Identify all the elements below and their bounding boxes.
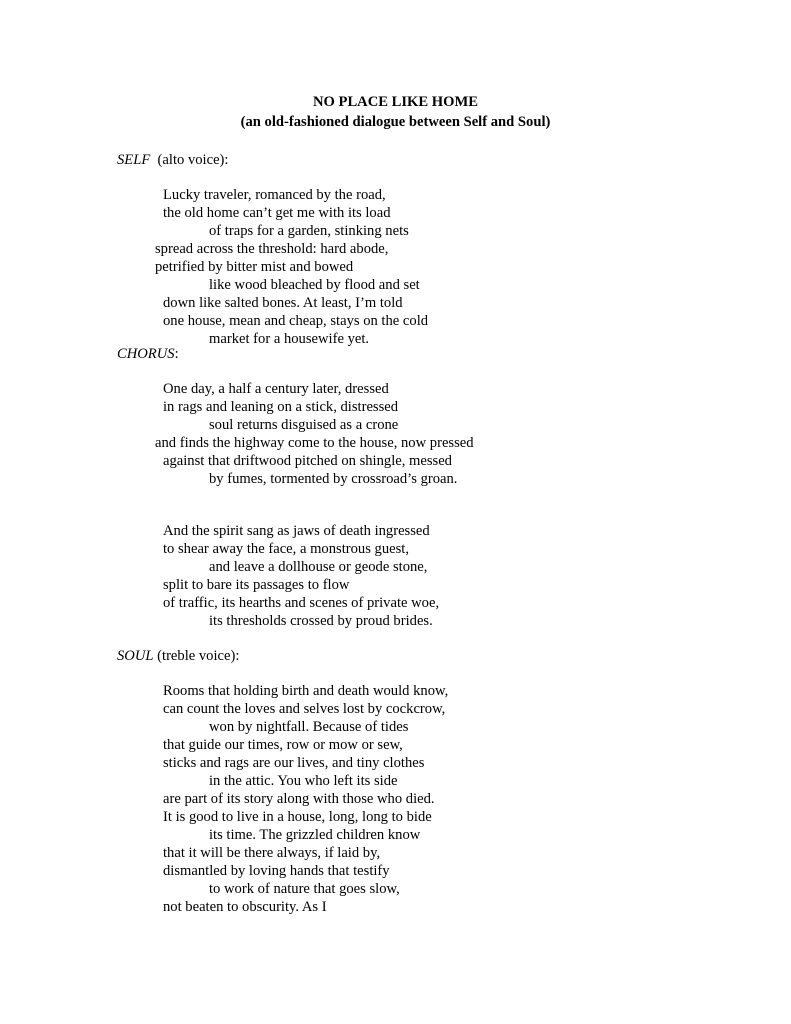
speaker-soul-voice: (treble voice): [153, 648, 240, 664]
poem-line: are part of its story along with those who died. [163, 791, 435, 807]
poem-line: by fumes, tormented by crossroad’s groan. [209, 471, 458, 487]
poem-line: dismantled by loving hands that testify [163, 863, 390, 879]
poem-line: that guide our times, row or mow or sew, [163, 737, 403, 753]
speaker-self-name: SELF [117, 152, 151, 168]
poem-subtitle: (an old-fashioned dialogue between Self and Soul) [240, 114, 551, 130]
poem-line: market for a housewife yet. [209, 331, 370, 347]
poem-line: and leave a dollhouse or geode stone, [209, 559, 428, 575]
speaker-chorus [117, 346, 179, 363]
speaker-chorus-name: CHORUS [117, 346, 175, 362]
poem-line: to shear away the face, a monstrous guest, [163, 541, 409, 557]
poem-line: Rooms that holding birth and death would know, [163, 683, 449, 699]
poem-line: It is good to live in a house, long, long to bide [163, 809, 432, 825]
speaker-self-voice: (alto voice): [150, 152, 229, 168]
poem-line: not beaten to obscurity. As I [163, 899, 327, 915]
poem-line: won by nightfall. Because of tides [209, 719, 409, 735]
poem-line: in the attic. You who left its side [209, 773, 398, 789]
poem-line: its time. The grizzled children know [209, 827, 421, 843]
poem-line: like wood bleached by flood and set [209, 277, 420, 293]
poem-line: can count the loves and selves lost by cockcrow, [163, 701, 446, 717]
poem-line: sticks and rags are our lives, and tiny clothes [163, 755, 425, 771]
speaker-chorus-colon: : [174, 346, 179, 362]
poem-line: spread across the threshold: hard abode, [155, 241, 389, 257]
poem-line: And the spirit sang as jaws of death ingressed [163, 523, 430, 539]
poem-line: of traps for a garden, stinking nets [209, 223, 409, 239]
poem-line: down like salted bones. At least, I’m told [163, 295, 403, 311]
poem-line: of traffic, its hearths and scenes of private woe, [163, 595, 440, 611]
poem-line: one house, mean and cheap, stays on the cold [163, 313, 429, 329]
poem-line: and finds the highway come to the house, now pressed [155, 435, 474, 451]
poem-line: the old home can’t get me with its load [163, 205, 391, 221]
speaker-self [117, 152, 228, 169]
poem-line: One day, a half a century later, dressed [163, 381, 389, 397]
poem-line: its thresholds crossed by proud brides. [209, 613, 433, 629]
poem-line: against that driftwood pitched on shingle, messed [163, 453, 452, 469]
poem-line: that it will be there always, if laid by, [163, 845, 381, 861]
speaker-soul-name: SOUL [117, 648, 154, 664]
poem-line: in rags and leaning on a stick, distressed [163, 399, 399, 415]
poem-line: soul returns disguised as a crone [209, 417, 399, 433]
poem-line: split to bare its passages to flow [163, 577, 350, 593]
poem-line: to work of nature that goes slow, [209, 881, 400, 897]
poem-line: petrified by bitter mist and bowed [155, 259, 354, 275]
poem-title: NO PLACE LIKE HOME [312, 94, 478, 110]
speaker-soul [117, 648, 239, 665]
poem-line: Lucky traveler, romanced by the road, [163, 187, 386, 203]
